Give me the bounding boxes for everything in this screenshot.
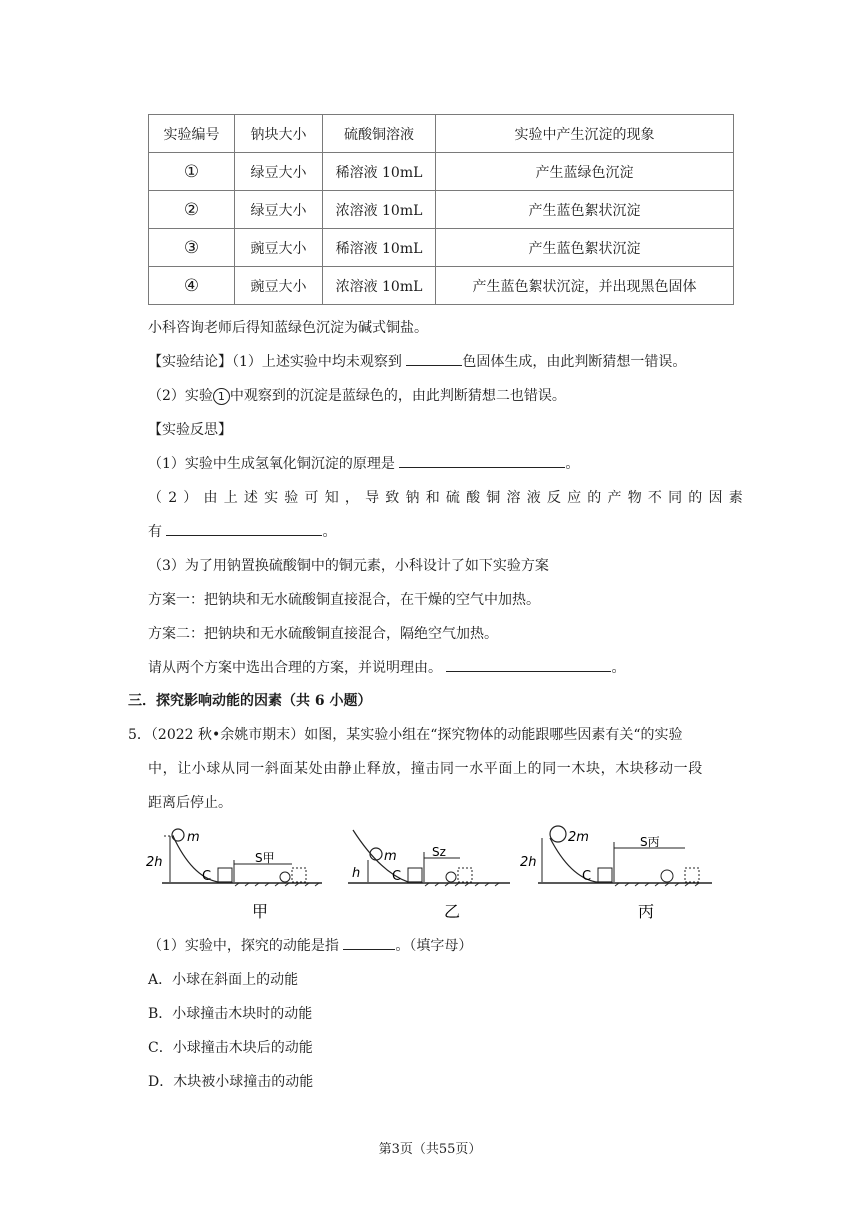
question-5-sub-1-text: （1）实验中，探究的动能是指 bbox=[148, 938, 344, 954]
ball-icon bbox=[370, 848, 382, 860]
question-5-sub-1 bbox=[148, 935, 472, 955]
conclusion-1-text-end: 色固体生成，由此判断猜想一错误。 bbox=[462, 354, 687, 370]
table-cell: 产生蓝色絮状沉淀 bbox=[436, 191, 734, 229]
plan-2: 方案二：把钠块和无水硫酸铜直接混合，隔绝空气加热。 bbox=[148, 626, 498, 642]
figure-mass-label: m bbox=[187, 830, 200, 845]
option-d[interactable]: D．木块被小球撞击的动能 bbox=[148, 1074, 314, 1090]
option-a[interactable]: A．小球在斜面上的动能 bbox=[148, 972, 299, 988]
ball-end-icon bbox=[280, 872, 290, 882]
table-row bbox=[149, 191, 734, 229]
table-cell: ① bbox=[149, 153, 235, 191]
conclusion-2-text-end: 中观察到的沉淀是蓝绿色的，由此判断猜想二也错误。 bbox=[229, 388, 566, 404]
figure-corner-label: C bbox=[582, 869, 592, 884]
reflection-1 bbox=[148, 453, 579, 473]
figure-caption: 丙 bbox=[638, 902, 655, 921]
page-footer: 第3页（共55页） bbox=[378, 1142, 482, 1157]
choose-plan-text: 请从两个方案中选出合理的方案，并说明理由。 bbox=[148, 660, 447, 676]
answer-blank-color[interactable] bbox=[406, 351, 462, 366]
reflection-2-end: 。 bbox=[322, 524, 337, 540]
figure-mass-label: 2m bbox=[568, 830, 589, 845]
table-header: 硫酸铜溶液 bbox=[323, 115, 436, 153]
ball-icon bbox=[550, 826, 566, 842]
conclusion-1 bbox=[148, 351, 686, 371]
table-cell: 豌豆大小 bbox=[235, 229, 323, 267]
table-cell: 绿豆大小 bbox=[235, 191, 323, 229]
choose-plan-end: 。 bbox=[611, 660, 626, 676]
table-cell: 稀溶液 10mL bbox=[323, 229, 436, 267]
table-cell: 浓溶液 10mL bbox=[323, 267, 436, 305]
table-header: 钠块大小 bbox=[235, 115, 323, 153]
figure-jia bbox=[146, 829, 322, 921]
moved-block bbox=[458, 868, 472, 882]
table-cell: 产生蓝绿色沉淀 bbox=[436, 153, 734, 191]
circled-number: 1 bbox=[213, 388, 230, 405]
option-b[interactable]: B．小球撞击木块时的动能 bbox=[148, 1006, 313, 1022]
figure-height-label: h bbox=[352, 866, 361, 881]
ball-end-icon bbox=[661, 870, 673, 882]
option-c[interactable]: C．小球撞击木块后的动能 bbox=[148, 1040, 313, 1056]
table-row bbox=[149, 267, 734, 305]
figure-mass-label: m bbox=[384, 849, 397, 864]
figure-corner-label: C bbox=[392, 869, 402, 884]
reflection-2: （2）由上述实验可知，导致钠和硫酸铜溶液反应的产物不同的因素 bbox=[148, 490, 749, 506]
table-cell: ④ bbox=[149, 267, 235, 305]
table-cell: ② bbox=[149, 191, 235, 229]
figure-yi bbox=[348, 830, 510, 921]
table-cell: 稀溶液 10mL bbox=[323, 153, 436, 191]
question-5-line-1: 5．（2022 秋•余姚市期末）如图，某实验小组在“探究物体的动能跟哪些因素有关“的实验 bbox=[128, 727, 683, 743]
figure-distance-label: S甲 bbox=[255, 851, 275, 865]
table-cell: ③ bbox=[149, 229, 235, 267]
question-5-line-3: 距离后停止。 bbox=[148, 795, 232, 811]
figure-distance-label: Sz bbox=[432, 845, 446, 859]
conclusion-1-text: 【实验结论】（1）上述实验中均未观察到 bbox=[148, 354, 407, 370]
reflection-1-end: 。 bbox=[565, 456, 580, 472]
moved-block bbox=[292, 868, 306, 882]
table-cell: 产生蓝色絮状沉淀 bbox=[436, 229, 734, 267]
table-cell: 产生蓝色絮状沉淀，并出现黑色固体 bbox=[436, 267, 734, 305]
table-header: 实验中产生沉淀的现象 bbox=[436, 115, 734, 153]
ball-icon bbox=[172, 829, 184, 841]
figure-corner-label: C bbox=[202, 869, 212, 884]
wood-block bbox=[408, 868, 422, 882]
question-5-sub-1-end: 。（填字母） bbox=[395, 938, 473, 954]
reflection-2-cont bbox=[148, 521, 336, 541]
conclusion-2 bbox=[148, 385, 566, 405]
consult-text: 小科咨询老师后得知蓝绿色沉淀为碱式铜盐。 bbox=[148, 320, 428, 336]
choose-plan bbox=[148, 657, 625, 677]
question-5-line-2: 中，让小球从同一斜面某处由静止释放，撞击同一水平面上的同一木块，木块移动一段 bbox=[148, 761, 703, 777]
table-header-row bbox=[149, 115, 734, 153]
answer-blank-factors[interactable] bbox=[166, 521, 322, 536]
table-cell: 浓溶液 10mL bbox=[323, 191, 436, 229]
figure-height-label: 2h bbox=[146, 855, 163, 870]
experiment-figures bbox=[140, 822, 740, 922]
ball-end-icon bbox=[446, 872, 456, 882]
figure-height-label: 2h bbox=[520, 855, 537, 870]
table-row bbox=[149, 153, 734, 191]
table-cell: 豌豆大小 bbox=[235, 267, 323, 305]
figure-caption: 甲 bbox=[252, 902, 269, 921]
table-header: 实验编号 bbox=[149, 115, 235, 153]
reflection-title: 【实验反思】 bbox=[148, 422, 232, 438]
section-title: 三．探究影响动能的因素（共 6 小题） bbox=[128, 693, 372, 709]
table-row bbox=[149, 229, 734, 267]
table-cell: 绿豆大小 bbox=[235, 153, 323, 191]
reflection-2-cont-text: 有 bbox=[148, 524, 167, 540]
experiment-table bbox=[148, 114, 734, 305]
reflection-1-text: （1）实验中生成氢氧化铜沉淀的原理是 bbox=[148, 456, 400, 472]
answer-blank-choice[interactable] bbox=[343, 935, 395, 950]
figure-distance-label: S丙 bbox=[640, 835, 660, 849]
moved-block bbox=[685, 868, 699, 882]
answer-blank-plan[interactable] bbox=[446, 657, 611, 672]
reflection-3: （3）为了用钠置换硫酸铜中的铜元素，小科设计了如下实验方案 bbox=[148, 558, 549, 574]
plan-1: 方案一：把钠块和无水硫酸铜直接混合，在干燥的空气中加热。 bbox=[148, 592, 540, 608]
wood-block bbox=[598, 868, 612, 882]
conclusion-2-text: （2）实验 bbox=[148, 388, 213, 404]
answer-blank-principle[interactable] bbox=[399, 453, 565, 468]
wood-block bbox=[218, 868, 232, 882]
figure-bing bbox=[520, 826, 712, 921]
figure-caption: 乙 bbox=[444, 902, 461, 921]
